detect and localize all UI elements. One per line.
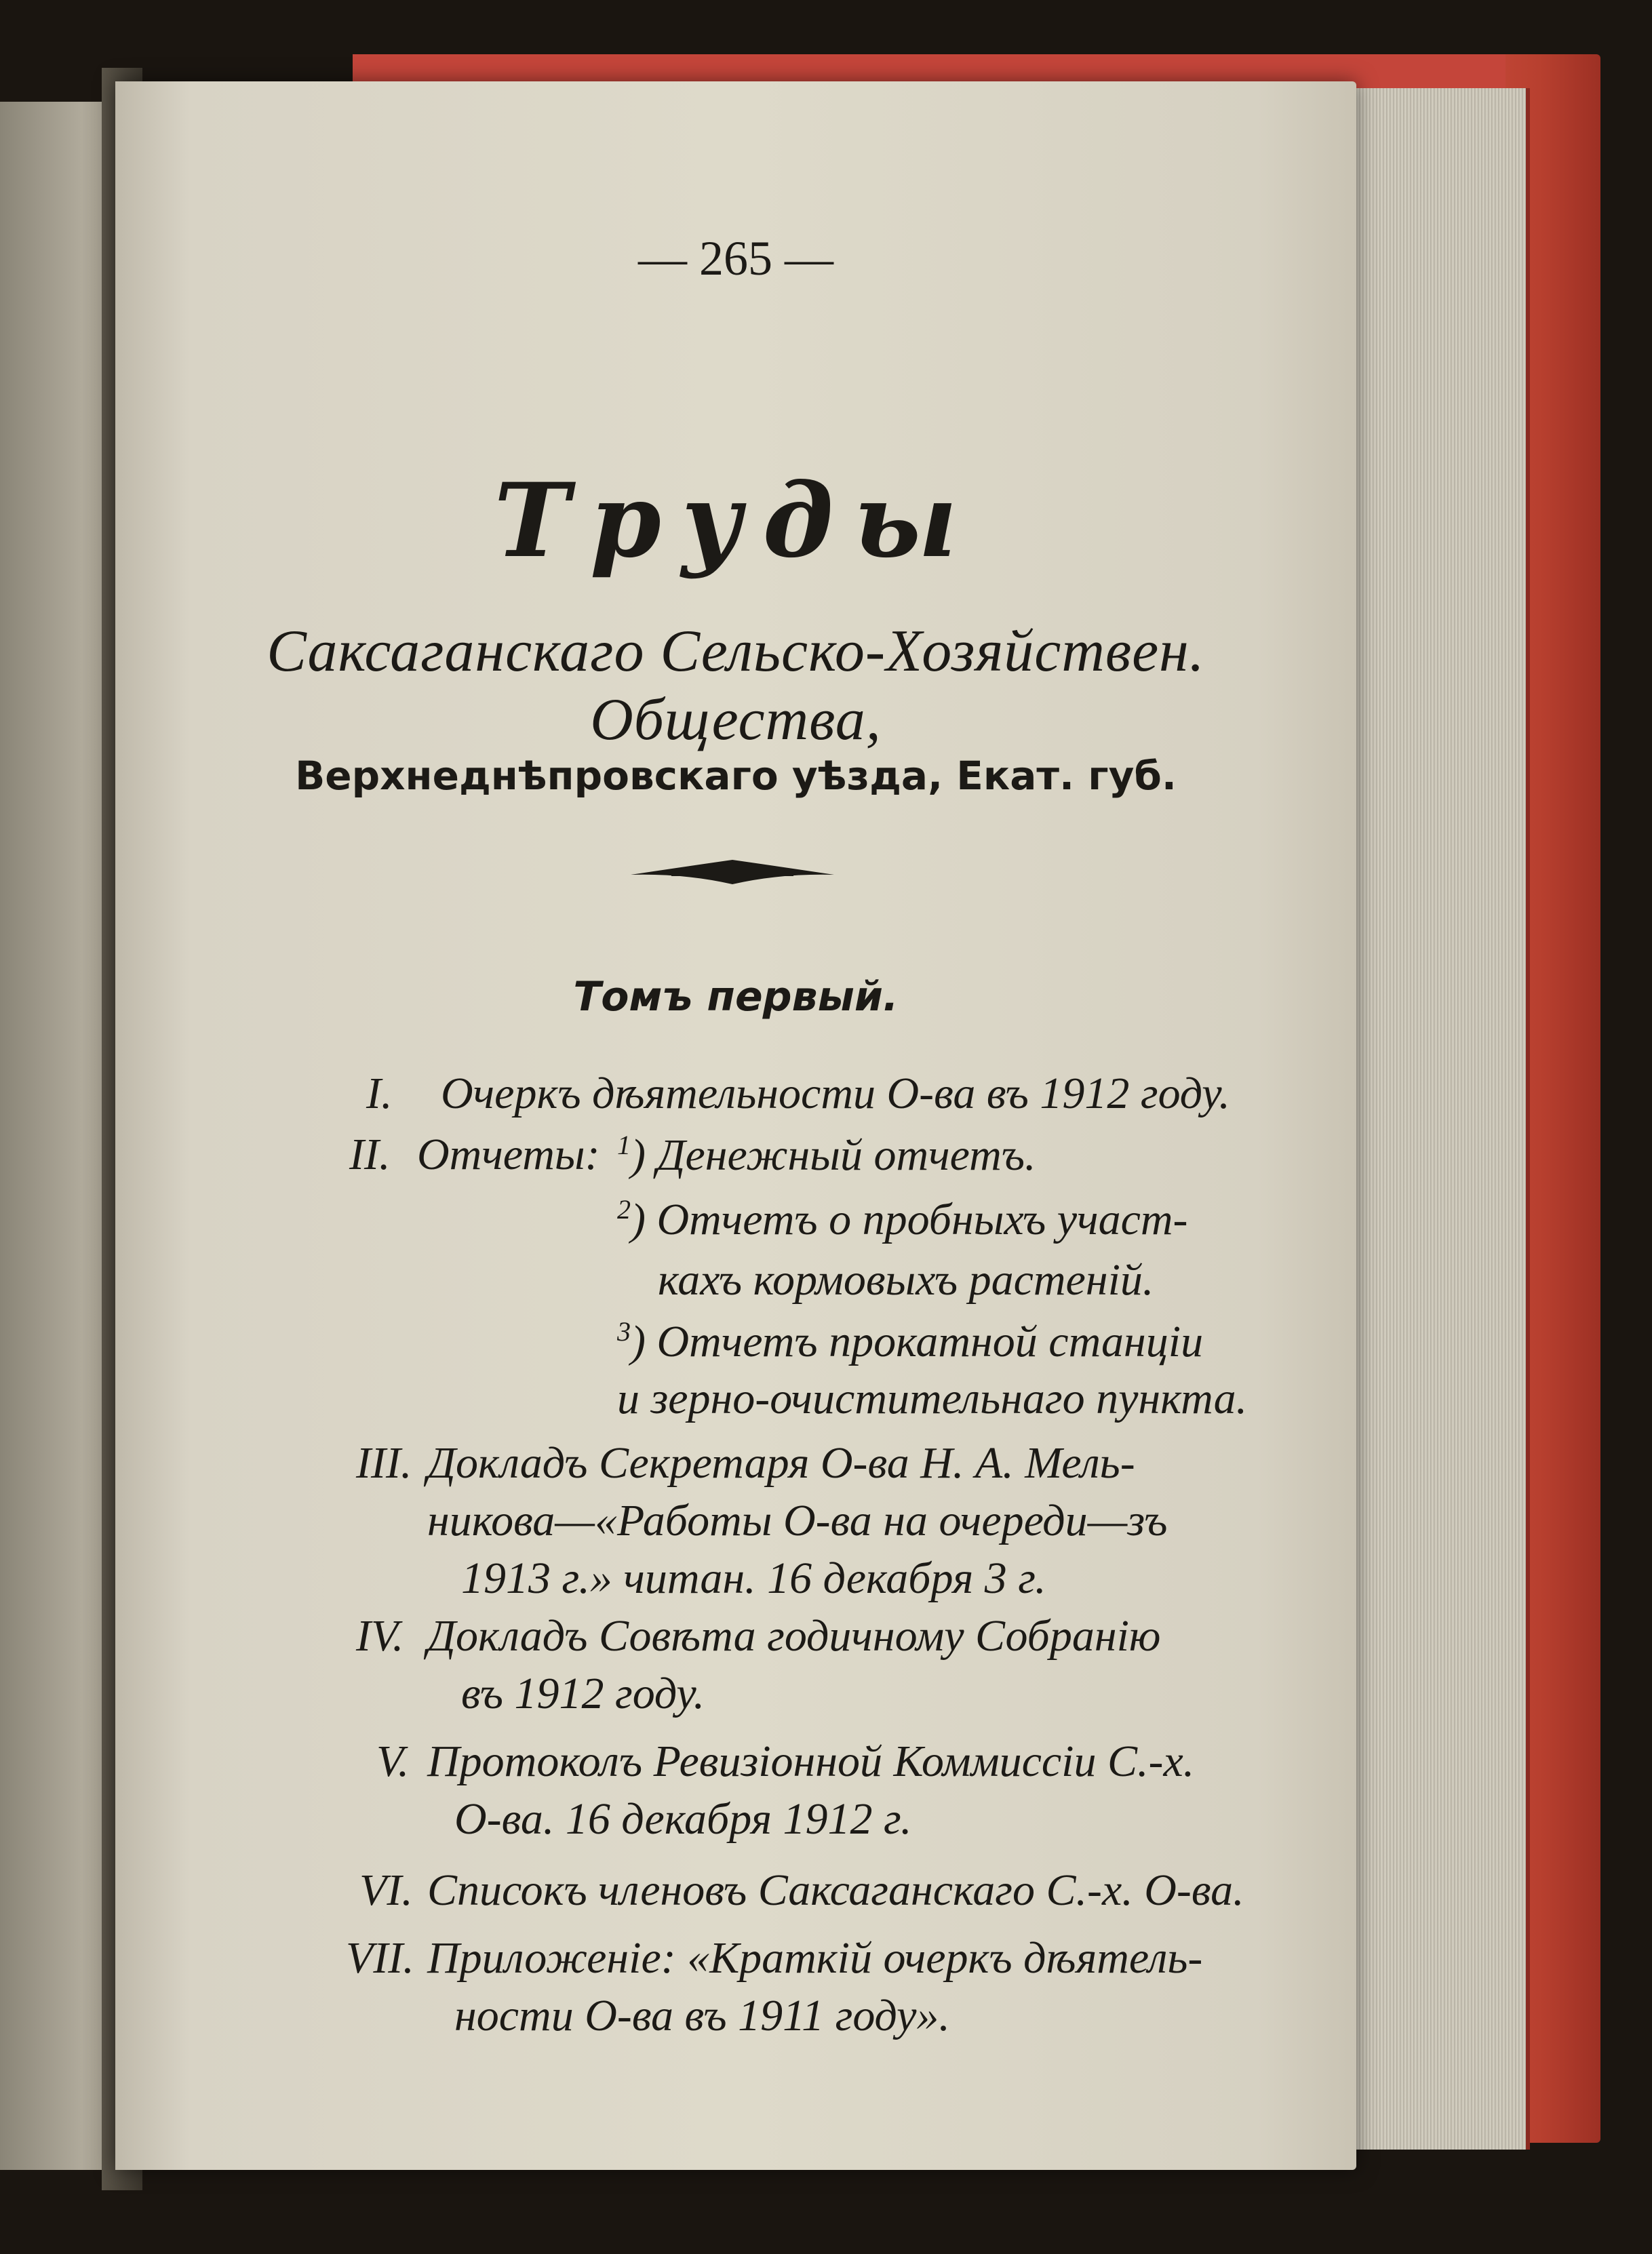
toc-sub-text: Денежный отчетъ.	[656, 1130, 1036, 1180]
toc-item-5-cont: О-ва. 16 декабря 1912 г.	[454, 1794, 912, 1844]
toc-subitem-3: $^3$) Отчетъ прокатной станціи	[617, 1316, 1204, 1366]
toc-numeral-3: III.	[356, 1438, 412, 1488]
toc-item-7: Приложеніе: «Краткій очеркъ дѣятель-	[427, 1933, 1203, 1983]
toc-numeral-5: V.	[376, 1737, 410, 1786]
toc-subitem-2-cont: кахъ кормовыхъ растеній.	[658, 1255, 1154, 1305]
main-title: Труды	[494, 461, 978, 580]
district-line: Верхнеднѣпровскаго уѣзда, Екат. губ.	[295, 753, 1177, 799]
toc-numeral-6: VI.	[359, 1865, 413, 1915]
toc-numeral-2: II.	[349, 1130, 391, 1179]
toc-subitem-2: $^2$) Отчетъ о пробныхъ участ-	[617, 1194, 1188, 1244]
toc-item-5: Протоколъ Ревизіонной Коммиссіи С.-х.	[427, 1737, 1195, 1786]
title-page	[115, 81, 1356, 2170]
toc-item-4: Докладъ Совѣта годичному Собранію	[427, 1611, 1161, 1661]
toc-item-7-cont: ности О-ва въ 1911 году».	[454, 1991, 950, 2040]
toc-numeral-7: VII.	[346, 1933, 414, 1983]
society-name: Саксаганскаго Сельско-Хозяйствен. Общества,	[267, 618, 1205, 753]
toc-item-4-cont: въ 1912 году.	[461, 1669, 705, 1718]
toc-sub-text: Отчетъ о пробныхъ участ-	[656, 1195, 1188, 1244]
ornament-divider	[631, 854, 834, 895]
toc-item-3: Докладъ Секретаря О-ва Н. А. Мель-	[427, 1438, 1135, 1488]
toc-item-1: Очеркъ дѣятельности О-ва въ 1912 году.	[441, 1069, 1230, 1118]
toc-sub-marker: 1	[617, 1130, 631, 1160]
toc-item-3-cont2: 1913 г.» читан. 16 декабря 3 г.	[461, 1554, 1046, 1603]
toc-item-3-cont: никова—«Работы О-ва на очереди—зъ	[427, 1496, 1168, 1545]
toc-sub-marker: 2	[617, 1194, 631, 1225]
toc-numeral-4: IV.	[356, 1611, 404, 1661]
toc-item-6: Списокъ членовъ Саксаганскаго С.-х. О-ва.	[427, 1865, 1244, 1915]
toc-subitem-1: $^1$) Денежный отчетъ.	[617, 1130, 1036, 1180]
volume-title: Томъ первый.	[573, 973, 899, 1021]
toc-item-2: Отчеты:	[417, 1130, 600, 1179]
page-number: — 265 —	[638, 231, 833, 285]
toc-sub-marker: 3	[617, 1316, 631, 1347]
toc-numeral-1: I.	[366, 1069, 393, 1118]
toc-sub-text: Отчетъ прокатной станціи	[656, 1317, 1204, 1366]
page-block-edges	[1329, 88, 1530, 2150]
toc-subitem-3-cont: и зерно-очистительнаго пункта.	[617, 1374, 1248, 1423]
